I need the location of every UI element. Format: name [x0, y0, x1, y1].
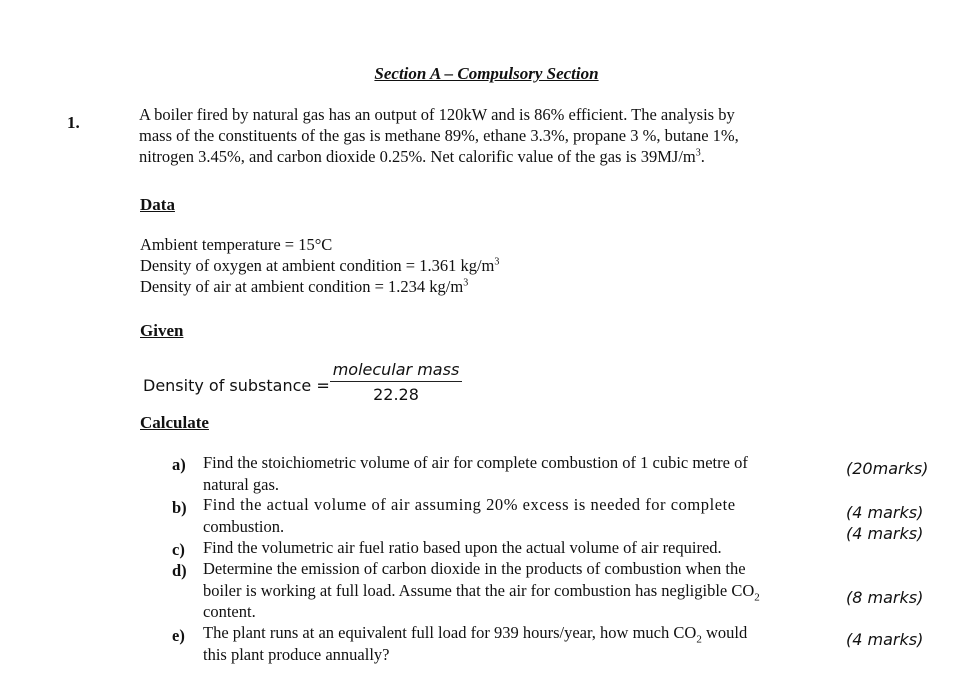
question-a-line-1: Find the stoichiometric volume of air for complete combustion of 1 cubic metre of	[203, 453, 748, 472]
data-heading: Data	[140, 195, 175, 214]
question-b-letter: b)	[172, 498, 187, 517]
question-a-marks: (20marks)	[846, 459, 929, 478]
question-c-line-1: Find the volumetric air fuel ratio based upon the actual volume of air required.	[203, 538, 722, 557]
oxygen-density: Density of oxygen at ambient condition = 1.361 $kg/m^3$	[140, 256, 500, 275]
ambient-temperature: Ambient temperature = 15°C	[140, 235, 333, 254]
question-b-line-2: combustion.	[203, 517, 285, 536]
formula-numerator: molecular mass	[330, 360, 462, 382]
formula-denominator: 22.28	[373, 385, 419, 404]
formula-lhs: Density of substance =	[143, 376, 330, 395]
question-e-line-2: this plant produce annually?	[203, 645, 390, 664]
intro-line-1: A boiler fired by natural gas has an output of 120kW and is 86% efficient. The analysis by	[139, 105, 735, 124]
calculate-heading: Calculate	[140, 413, 209, 432]
question-c-letter: c)	[172, 540, 185, 559]
air-density: Density of air at ambient condition = 1.234 $kg/m^3$	[140, 277, 469, 296]
question-a-line-2: natural gas.	[203, 475, 280, 494]
question-d-marks: (8 marks)	[846, 588, 924, 607]
question-number: 1.	[67, 113, 80, 132]
given-heading: Given	[140, 321, 184, 340]
intro-line-2: mass of the constituents of the gas is methane 89%, ethane 3.3%, propane 3 %, butane 1%,	[139, 126, 739, 145]
question-b-line-1: Find the actual volume of air assuming 20% excess is needed for complete	[203, 495, 736, 514]
question-e-letter: e)	[172, 626, 185, 645]
question-a-letter: a)	[172, 455, 186, 474]
question-d-letter: d)	[172, 561, 187, 580]
question-d-line-3: content.	[203, 602, 256, 621]
question-e-marks: (4 marks)	[846, 630, 924, 649]
question-c-marks: (4 marks)	[846, 524, 924, 543]
formula-fraction	[330, 360, 462, 404]
question-d-line-1: Determine the emission of carbon dioxide in the products of combustion when the	[203, 559, 746, 578]
question-b-marks: (4 marks)	[846, 503, 924, 522]
question-e-line-1: The plant runs at an equivalent full load for 939 hours/year, how much $CO_2$ would	[203, 623, 748, 646]
section-title: Section A – Compulsory Section	[374, 64, 599, 83]
question-d-line-2: boiler is working at full load. Assume that the air for combustion has negligible $CO_2$	[203, 581, 760, 604]
intro-line-3: nitrogen 3.45%, and carbon dioxide 0.25%. Net calorific value of the gas is $39MJ/m^3$.	[139, 147, 705, 166]
